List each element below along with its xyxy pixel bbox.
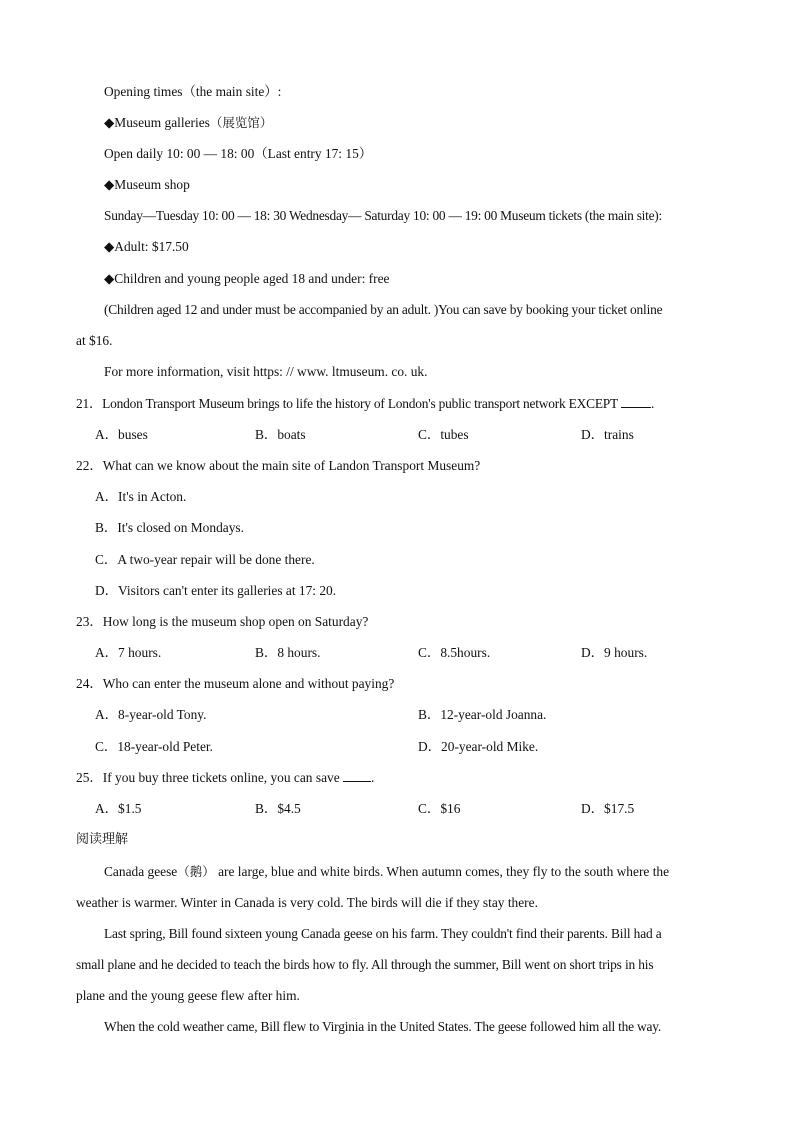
- shop-hours: Sunday—Tuesday 10: 00 — 18: 30 Wednesday— Saturday 10: 00 — 19: 00 Museum tickets (the main site):: [104, 208, 662, 223]
- q21-option-b: B．boats: [255, 427, 306, 442]
- galleries-hours: Open daily 10: 00 — 18: 00（Last entry 17: 15）: [104, 146, 373, 161]
- galleries-heading: [104, 114, 272, 132]
- question-25-end: .: [371, 770, 375, 785]
- question-22-stem: 22．What can we know about the main site of Landon Transport Museum?: [76, 458, 481, 473]
- children-price: ◆Children and young people aged 18 and under: free: [104, 271, 390, 286]
- question-21: [76, 395, 654, 413]
- q23-option-a: A．7 hours.: [95, 645, 162, 660]
- galleries-label: ◆Museum galleries: [104, 115, 210, 130]
- passage-p1-cn: （鹅）: [177, 864, 215, 879]
- passage-p1-rest: are large, blue and white birds. When autumn comes, they fly to the south where the: [214, 864, 670, 879]
- opening-times-title: Opening times（the main site）:: [104, 84, 282, 99]
- section-title: 阅读理解: [76, 832, 129, 847]
- q24-option-c: C．18-year-old Peter.: [95, 739, 213, 754]
- q22-option-d: D．Visitors can't enter its galleries at 17: 20.: [95, 583, 337, 598]
- adult-price: ◆Adult: $17.50: [104, 239, 189, 254]
- ticket-note-line2: at $16.: [76, 333, 113, 348]
- q23-option-b: B．8 hours.: [255, 645, 321, 660]
- q25-option-a: A．$1.5: [95, 801, 142, 816]
- passage-p2-line1: Last spring, Bill found sixteen young Canada geese on his farm. They couldn't find their parents. Bill had a: [104, 926, 662, 941]
- galleries-cn: （展览馆）: [209, 115, 273, 130]
- passage-p2-line2: small plane and he decided to teach the birds how to fly. All through the summer, Bill went on short trips in his: [76, 957, 654, 972]
- q22-option-c: C．A two-year repair will be done there.: [95, 552, 315, 567]
- q21-option-d: D．trains: [581, 427, 634, 442]
- q25-option-b: B．$4.5: [255, 801, 301, 816]
- question-25: [76, 769, 374, 787]
- answer-blank: [621, 396, 651, 408]
- question-23-stem: 23．How long is the museum shop open on Saturday?: [76, 614, 369, 629]
- q24-option-d: D．20-year-old Mike.: [418, 739, 539, 754]
- answer-blank: [343, 770, 371, 782]
- q21-option-a: A．buses: [95, 427, 148, 442]
- question-21-stem: 21．London Transport Museum brings to life the history of London's public transport network EXCEPT: [76, 396, 618, 411]
- shop-heading: ◆Museum shop: [104, 177, 190, 192]
- passage-p2-line3: plane and the young geese flew after him.: [76, 988, 300, 1003]
- question-24-stem: 24．Who can enter the museum alone and without paying?: [76, 676, 395, 691]
- q21-option-c: C．tubes: [418, 427, 469, 442]
- passage-p1-start: Canada geese: [104, 864, 178, 879]
- q25-option-c: C．$16: [418, 801, 461, 816]
- ticket-note-line1: (Children aged 12 and under must be accompanied by an adult. )You can save by booking your ticket online: [104, 302, 663, 317]
- q25-option-d: D．$17.5: [581, 801, 635, 816]
- q24-option-b: B．12-year-old Joanna.: [418, 707, 547, 722]
- question-21-end: .: [650, 396, 655, 411]
- q22-option-b: B．It's closed on Mondays.: [95, 520, 244, 535]
- passage-p1-line1: [104, 863, 669, 881]
- q22-option-a: A．It's in Acton.: [95, 489, 187, 504]
- question-25-stem: 25．If you buy three tickets online, you can save: [76, 770, 340, 785]
- q23-option-c: C．8.5hours.: [418, 645, 491, 660]
- q24-option-a: A．8-year-old Tony.: [95, 707, 207, 722]
- passage-p3-line1: When the cold weather came, Bill flew to Virginia in the United States. The geese followed him all the way.: [104, 1019, 662, 1034]
- passage-p1-line2: weather is warmer. Winter in Canada is very cold. The birds will die if they stay there.: [76, 895, 538, 910]
- q23-option-d: D．9 hours.: [581, 645, 648, 660]
- more-info: For more information, visit https: // www. ltmuseum. co. uk.: [104, 364, 428, 379]
